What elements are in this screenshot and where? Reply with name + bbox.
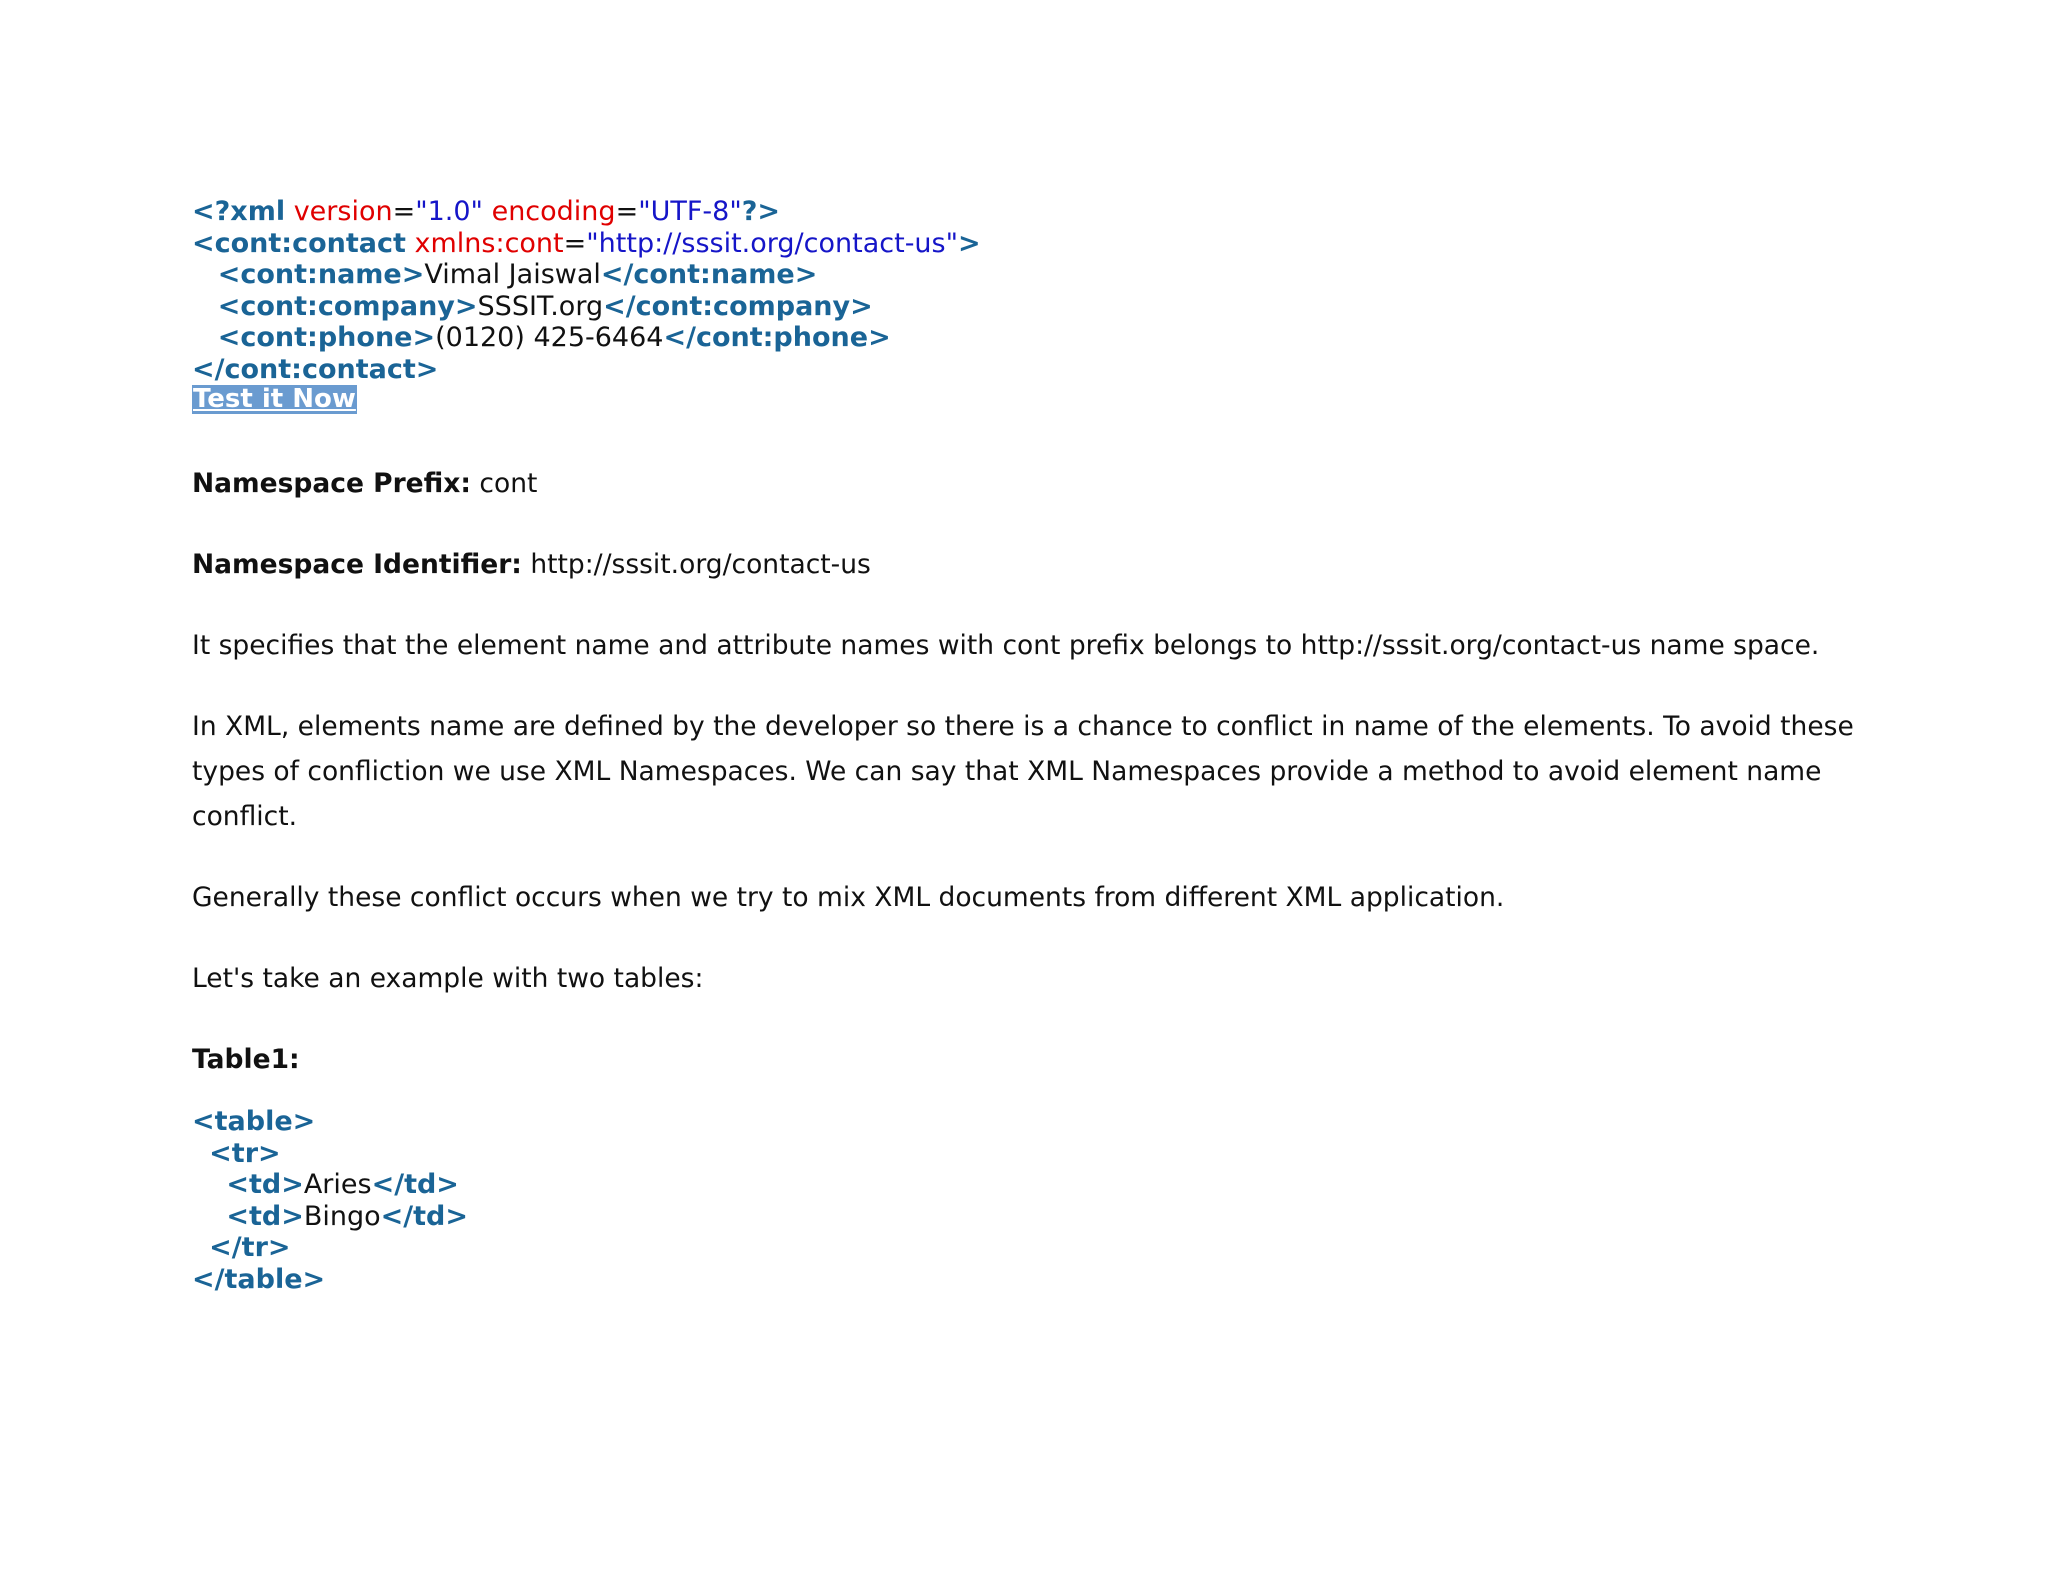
code-line-tr-close (192, 1232, 1892, 1264)
code-tag: <?xml (192, 196, 286, 227)
code-string: "1.0" (415, 196, 483, 227)
paragraph-conflict: In XML, elements name are defined by the developer so there is a chance to conflict in name of the elements. To avoid these types of confliction we use XML Namespaces. We can say that XML Namespaces provide a method to avoid element name conflict. (192, 711, 1854, 832)
code-attribute: xmlns:cont (414, 227, 564, 259)
namespace-prefix-value: cont (479, 468, 538, 499)
code-line-name (192, 259, 1892, 291)
table-code-sample (192, 1106, 1892, 1295)
code-line-xml-declaration: <?xml version="1.0" encoding="UTF-8"?> (192, 196, 781, 227)
code-line-td-aries (192, 1169, 1892, 1201)
namespace-identifier-label: Namespace Identifier: (192, 549, 522, 580)
document-page (192, 196, 1892, 1295)
code-line-phone (192, 322, 1892, 354)
code-tag: <cont:company> (217, 290, 478, 322)
paragraph-example: Let's take an example with two tables: (192, 963, 704, 994)
code-line-table-open (192, 1106, 1892, 1138)
code-text: (0120) 425-6464 (435, 322, 664, 353)
code-text: Vimal Jaiswal (424, 259, 601, 290)
code-tag: </td> (380, 1200, 468, 1232)
code-tag: <td> (226, 1200, 304, 1232)
code-line-td-bingo (192, 1201, 1892, 1233)
code-tag: > (958, 227, 981, 259)
code-line-company (192, 291, 1892, 323)
code-tag: </td> (371, 1169, 459, 1200)
code-tag: <td> (226, 1169, 304, 1200)
code-attribute: version (293, 196, 393, 227)
code-line-contact-close (192, 354, 1892, 386)
code-tag: </table> (192, 1263, 326, 1295)
code-text: SSSIT.org (477, 290, 604, 322)
code-tag: </cont:name> (600, 259, 818, 290)
code-line-contact-open: <cont:contact xmlns:cont="http://sssit.org/contact-us"> (192, 227, 981, 259)
code-tag: ?> (741, 196, 781, 227)
code-tag: <cont:phone> (217, 322, 436, 353)
code-tag: </tr> (209, 1232, 291, 1263)
code-tag: </cont:phone> (663, 322, 891, 353)
code-tag: <tr> (209, 1137, 281, 1169)
code-tag: </cont:contact> (192, 353, 439, 385)
paragraph-generally: Generally these conflict occurs when we try to mix XML documents from different XML application. (192, 882, 1505, 913)
code-string: "http://sssit.org/contact-us" (586, 227, 959, 259)
namespace-prefix-label: Namespace Prefix: (192, 468, 471, 499)
code-tag: <cont:name> (217, 259, 425, 290)
code-attribute: encoding (491, 196, 616, 227)
test-it-now-button[interactable]: Test it Now (193, 384, 356, 414)
code-tag: </cont:company> (603, 290, 873, 322)
code-string: "UTF-8" (638, 196, 742, 227)
code-text: Bingo (303, 1200, 381, 1232)
code-text: Aries (303, 1169, 372, 1200)
namespace-identifier-value: http://sssit.org/contact-us (530, 549, 871, 580)
code-tag: <table> (192, 1106, 316, 1137)
code-tag: <cont:contact (192, 227, 406, 259)
table1-heading: Table1: (192, 1044, 300, 1075)
paragraph-specifies: It specifies that the element name and attribute names with cont prefix belongs to http://sssit.org/contact-us name space. (192, 630, 1820, 661)
code-line-table-close (192, 1264, 1892, 1296)
namespace-prefix-line (192, 461, 1892, 506)
namespace-identifier-line (192, 542, 1892, 587)
code-line-tr-open (192, 1138, 1892, 1170)
xml-code-sample (192, 196, 1892, 385)
